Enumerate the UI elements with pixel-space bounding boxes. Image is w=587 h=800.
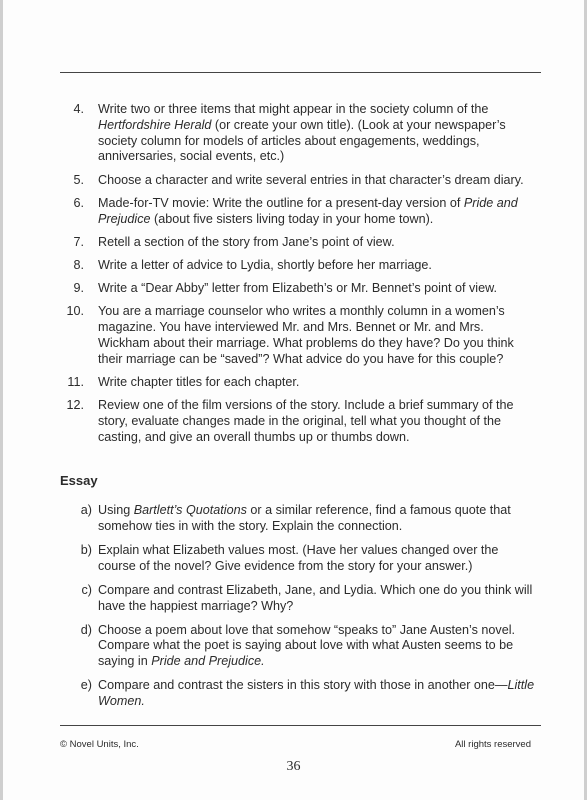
text-run: Review one of the film versions of the story. Include a brief summary of the story, evaluate changes made in the original, tell what you thought of the casting, and give an overall thumbs up or thumbs down. <box>98 398 514 444</box>
activities-list <box>60 102 530 453</box>
text-run: or a similar reference, find a famous quote that somehow ties in with the story. Explain the connection. <box>98 503 511 533</box>
item-number: a) <box>80 503 92 517</box>
rights-notice: All rights reserved <box>454 739 531 750</box>
activity-item <box>60 375 530 391</box>
italic-title: Pride and Prejudice. <box>151 654 265 669</box>
item-number: 7. <box>73 234 84 249</box>
activity-item <box>60 281 530 297</box>
item-number: 11. <box>67 374 84 389</box>
page-edge-left <box>0 0 3 800</box>
essay-list <box>60 503 538 718</box>
essay-item <box>60 583 538 615</box>
item-text <box>98 503 538 535</box>
text-run: Made-for-TV movie: Write the outline for a present-day version of <box>98 195 464 210</box>
italic-title: Bartlett’s Quotations <box>133 503 247 517</box>
item-number: d) <box>80 622 92 637</box>
text-run: Write a letter of advice to Lydia, shortly before her marriage. <box>98 257 432 272</box>
copyright-notice: © Novel Units, Inc. <box>60 739 139 750</box>
text-run: Write two or three items that might appear in the society column of the <box>98 102 489 116</box>
text-run: Choose a character and write several entries in that character’s dream diary. <box>98 172 524 187</box>
item-text <box>98 543 538 575</box>
item-number: e) <box>80 678 92 693</box>
item-number: 4. <box>73 102 84 116</box>
essay-item <box>60 503 538 535</box>
page-number: 36 <box>286 759 301 774</box>
item-number: 8. <box>73 257 84 272</box>
text-run: Compare and contrast Elizabeth, Jane, and Lydia. Which one do you think will have the happiest marriage? Why? <box>98 582 533 613</box>
item-number: 12. <box>66 398 84 413</box>
item-text <box>98 583 538 615</box>
italic-title: Little Women. <box>98 678 535 709</box>
text-run: Retell a section of the story from Jane’s point of view. <box>98 234 395 249</box>
italic-title: Hertfordshire Herald <box>98 117 212 132</box>
text-run: Using <box>98 503 134 517</box>
activity-item <box>60 235 530 251</box>
top-rule <box>60 72 541 73</box>
item-number: 9. <box>73 281 84 296</box>
item-number: b) <box>80 542 92 557</box>
text-run: (or create your own title). (Look at your newspaper’s society column for models of articles about engagements, weddings, anniversaries, social events, etc.) <box>98 117 506 164</box>
essay-item <box>60 543 538 575</box>
item-number: 6. <box>73 195 84 210</box>
activity-item <box>60 173 530 189</box>
bottom-rule <box>60 725 541 726</box>
essay-item <box>60 678 538 710</box>
activity-item <box>60 258 530 274</box>
item-text <box>98 102 530 165</box>
essay-item <box>60 623 538 670</box>
activity-item <box>60 304 530 367</box>
item-text <box>98 173 530 189</box>
item-text <box>98 623 538 670</box>
item-text <box>98 398 530 445</box>
item-text <box>98 375 530 391</box>
italic-title: Pride and Prejudice <box>98 195 518 226</box>
activity-item <box>60 102 530 165</box>
item-number: c) <box>81 582 92 597</box>
item-text <box>98 196 530 228</box>
item-number: 10. <box>66 304 84 319</box>
activity-item <box>60 398 530 445</box>
activity-item <box>60 196 530 228</box>
essay-heading: Essay <box>60 473 98 488</box>
item-text <box>98 281 530 297</box>
text-run: You are a marriage counselor who writes a monthly column in a women’s magazine. You have interviewed Mr. and Mrs. Bennet or Mr. and Mrs. Wickham about their marriage. What problems do they have? Do you think their marriage can be “saved”? What advice do you have for this couple? <box>98 304 514 366</box>
text-run: (about five sisters living today in your home town). <box>150 211 434 226</box>
item-text <box>98 304 530 367</box>
text-run: Compare and contrast the sisters in this story with those in another one— <box>98 678 508 693</box>
text-run: Choose a poem about love that somehow “speaks to” Jane Austen’s novel. Compare what the poet is saying about love with what Austen seems to be saying in <box>98 622 516 669</box>
text-run: Write chapter titles for each chapter. <box>98 374 300 389</box>
text-run: Write a “Dear Abby” letter from Elizabeth’s or Mr. Bennet’s point of view. <box>98 281 497 296</box>
item-text <box>98 258 530 274</box>
item-number: 5. <box>73 172 84 187</box>
item-text <box>98 235 530 251</box>
text-run: Explain what Elizabeth values most. (Have her values changed over the course of the novel? Give evidence from the story for your answer.) <box>98 542 499 573</box>
item-text <box>98 678 538 710</box>
